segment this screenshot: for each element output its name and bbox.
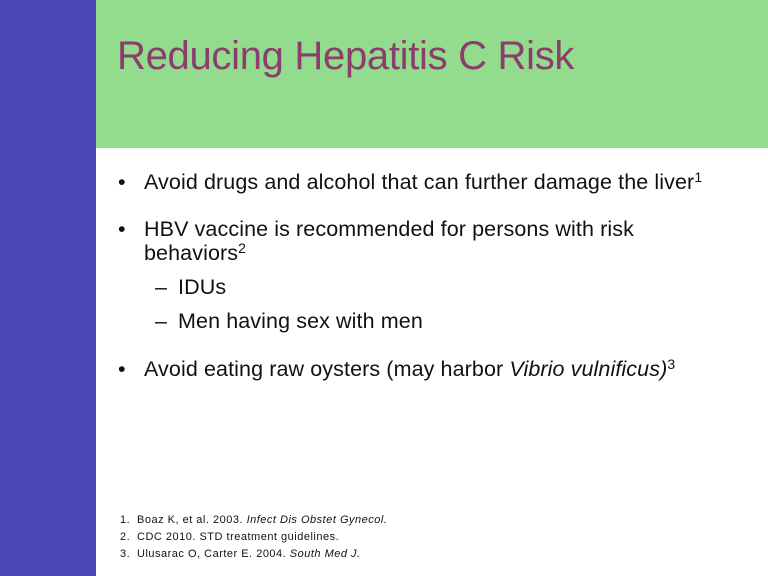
reference-number: 3. <box>120 548 131 560</box>
bullet-text: Avoid eating raw oysters (may harbor <box>144 357 510 381</box>
sub-item-idus <box>118 275 738 299</box>
sub-item-text: IDUs <box>178 275 227 299</box>
bullet-item-avoid-oysters <box>118 357 738 381</box>
bullet-text: Avoid drugs and alcohol that can further damage the liver <box>144 170 695 194</box>
bullet-item-hbv-vaccine <box>118 217 738 265</box>
reference-item <box>120 529 387 546</box>
left-sidebar-band <box>0 0 96 576</box>
reference-number: 1. <box>120 514 131 526</box>
bullet-item-avoid-drugs <box>118 170 738 194</box>
dash-icon: – <box>155 309 168 333</box>
reference-text: CDC 2010. STD treatment guidelines. <box>137 531 340 543</box>
bullet-list <box>118 170 738 381</box>
sub-item-text: Men having sex with men <box>178 309 423 333</box>
reference-number: 2. <box>120 531 131 543</box>
bullet-text-italic: Vibrio vulnificus) <box>509 357 668 381</box>
reference-marker: 2 <box>238 240 247 256</box>
reference-journal: South Med J. <box>289 548 361 560</box>
reference-text: Boaz K, et al. 2003. <box>137 514 247 526</box>
reference-journal: Infect Dis Obstet Gynecol. <box>246 514 388 526</box>
reference-marker: 3 <box>667 356 676 372</box>
reference-item <box>120 546 387 563</box>
title-band <box>96 0 768 148</box>
bullet-text: HBV vaccine is recommended for persons with risk behaviors <box>144 217 634 265</box>
references <box>120 512 387 563</box>
reference-item <box>120 512 387 529</box>
dash-icon: – <box>155 275 168 299</box>
reference-marker: 1 <box>694 169 703 185</box>
sub-item-men <box>118 309 738 333</box>
bullet-icon: • <box>118 357 126 381</box>
bullet-icon: • <box>118 170 126 194</box>
slide-title: Reducing Hepatitis C Risk <box>117 34 575 78</box>
reference-text: Ulusarac O, Carter E. 2004. <box>137 548 290 560</box>
bullet-icon: • <box>118 217 126 241</box>
